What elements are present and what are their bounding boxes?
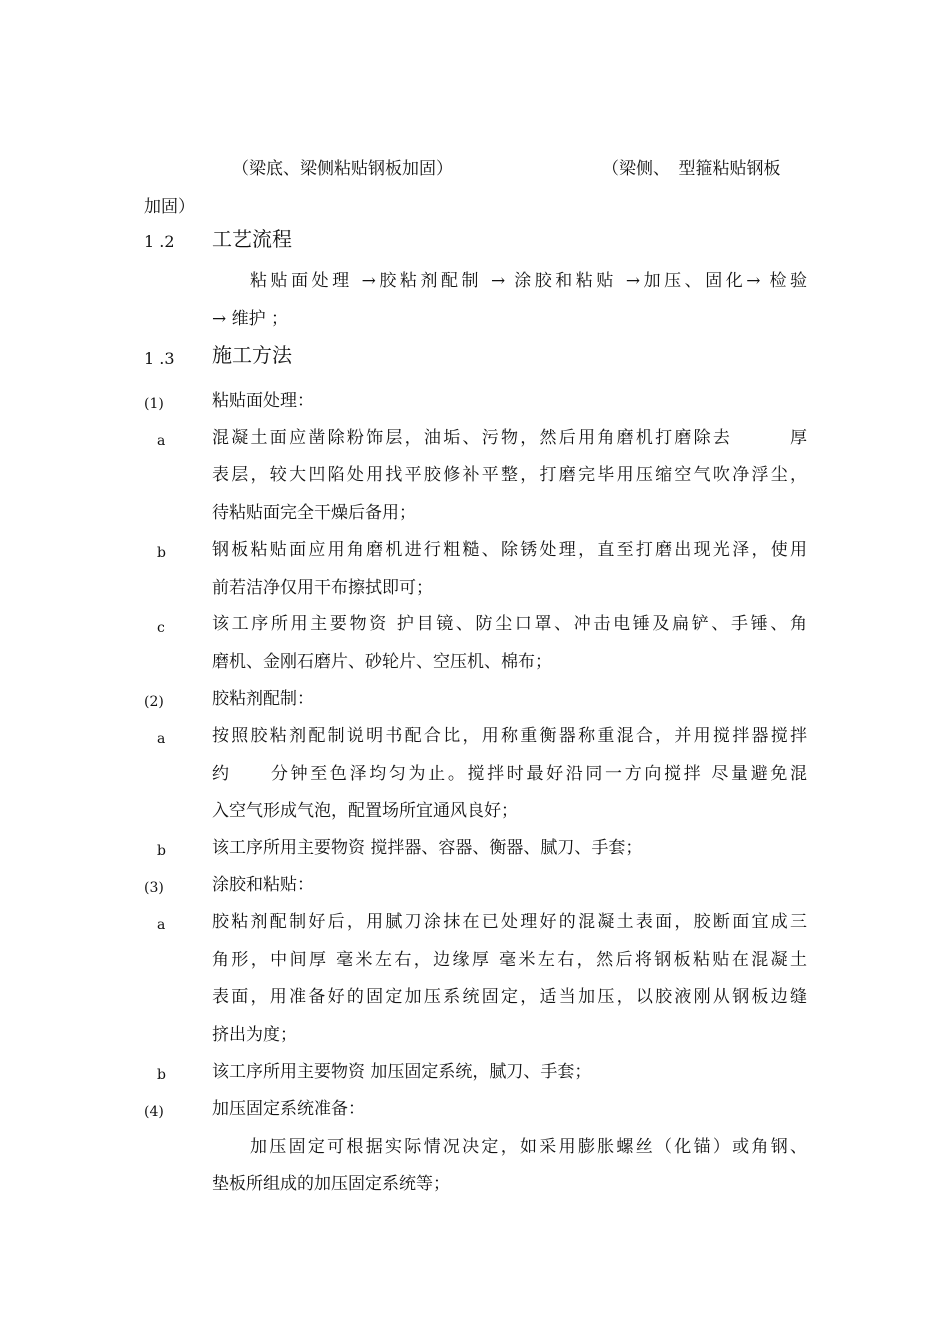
item-title: 胶粘剂配制： [212,689,314,709]
section-title: 施工方法 [212,343,292,367]
paragraph-line: 磨机、金刚石磨片、砂轮片、空压机、棉布； [212,652,552,672]
paragraph-line: 该工序所用主要物资 搅拌器、容器、衡器、腻刀、手套； [212,838,643,858]
paragraph-line: 胶粘剂配制好后，用腻刀涂抹在已处理好的混凝土表面，胶断面宜成三 [212,912,807,932]
subitem-label: b [157,1067,166,1083]
subitem-label: a [157,433,166,449]
item-title: 粘贴面处理： [212,391,314,411]
section-number: 1 .2 [144,232,175,251]
paragraph-line: 挤出为度； [212,1025,297,1045]
item-number: (4) [144,1104,164,1120]
paragraph-line: 钢板粘贴面应用角磨机进行粗糙、除锈处理，直至打磨出现光泽，使用 [212,540,807,560]
paragraph-line: 该工序所用主要物资 护目镜、防尘口罩、冲击电锤及扁铲、手锤、角 [212,614,807,634]
subitem-label: b [157,545,166,561]
item-number: (2) [144,694,164,710]
section-number: 1 .3 [144,349,175,368]
caption-continuation: 加固） [144,197,195,217]
paragraph-line: 前若洁净仅用干布擦拭即可； [212,578,433,598]
section-title: 工艺流程 [212,227,292,251]
item-number: (3) [144,880,164,896]
paragraph-line: 混凝土面应凿除粉饰层，油垢、污物，然后用角磨机打磨除去 厚 [212,428,807,448]
paragraph-line: 垫板所组成的加压固定系统等； [212,1174,450,1194]
subitem-label: a [157,731,166,747]
item-title: 涂胶和粘贴： [212,875,314,895]
subitem-label: b [157,843,166,859]
item-number: (1) [144,396,164,412]
paragraph-line: 按照胶粘剂配制说明书配合比，用称重衡器称重混合，并用搅拌器搅拌 [212,726,807,746]
paragraph-line: 该工序所用主要物资 加压固定系统，腻刀、手套； [212,1062,592,1082]
paragraph-line: 加压固定可根据实际情况决定，如采用膨胀螺丝（化锚）或角钢、 [250,1137,807,1157]
caption-left: （梁底、梁侧粘贴钢板加固） [232,159,453,179]
paragraph-line: 待粘贴面完全干燥后备用； [212,503,416,523]
item-title: 加压固定系统准备： [212,1099,365,1119]
paragraph-line: 入空气形成气泡，配置场所宜通风良好； [212,801,518,821]
paragraph-line: 表面，用准备好的固定加压系统固定，适当加压，以胶液刚从钢板边缝 [212,987,807,1007]
paragraph-line: 约 分钟至色泽均匀为止。搅拌时最好沿同一方向搅拌 尽量避免混 [212,764,807,784]
subitem-label: a [157,917,166,933]
process-flow-line: → 维护 ； [212,309,289,329]
subitem-label: c [157,620,165,636]
paragraph-line: 角形，中间厚 毫米左右，边缘厚 毫米左右，然后将钢板粘贴在混凝土 [212,950,807,970]
process-flow-line: 粘贴面处理 →胶粘剂配制 → 涂胶和粘贴 →加压、固化→ 检验 [250,271,807,291]
caption-right: （梁侧、 型箍粘贴钢板 [602,159,781,179]
paragraph-line: 表层，较大凹陷处用找平胶修补平整，打磨完毕用压缩空气吹净浮尘， [212,465,807,485]
